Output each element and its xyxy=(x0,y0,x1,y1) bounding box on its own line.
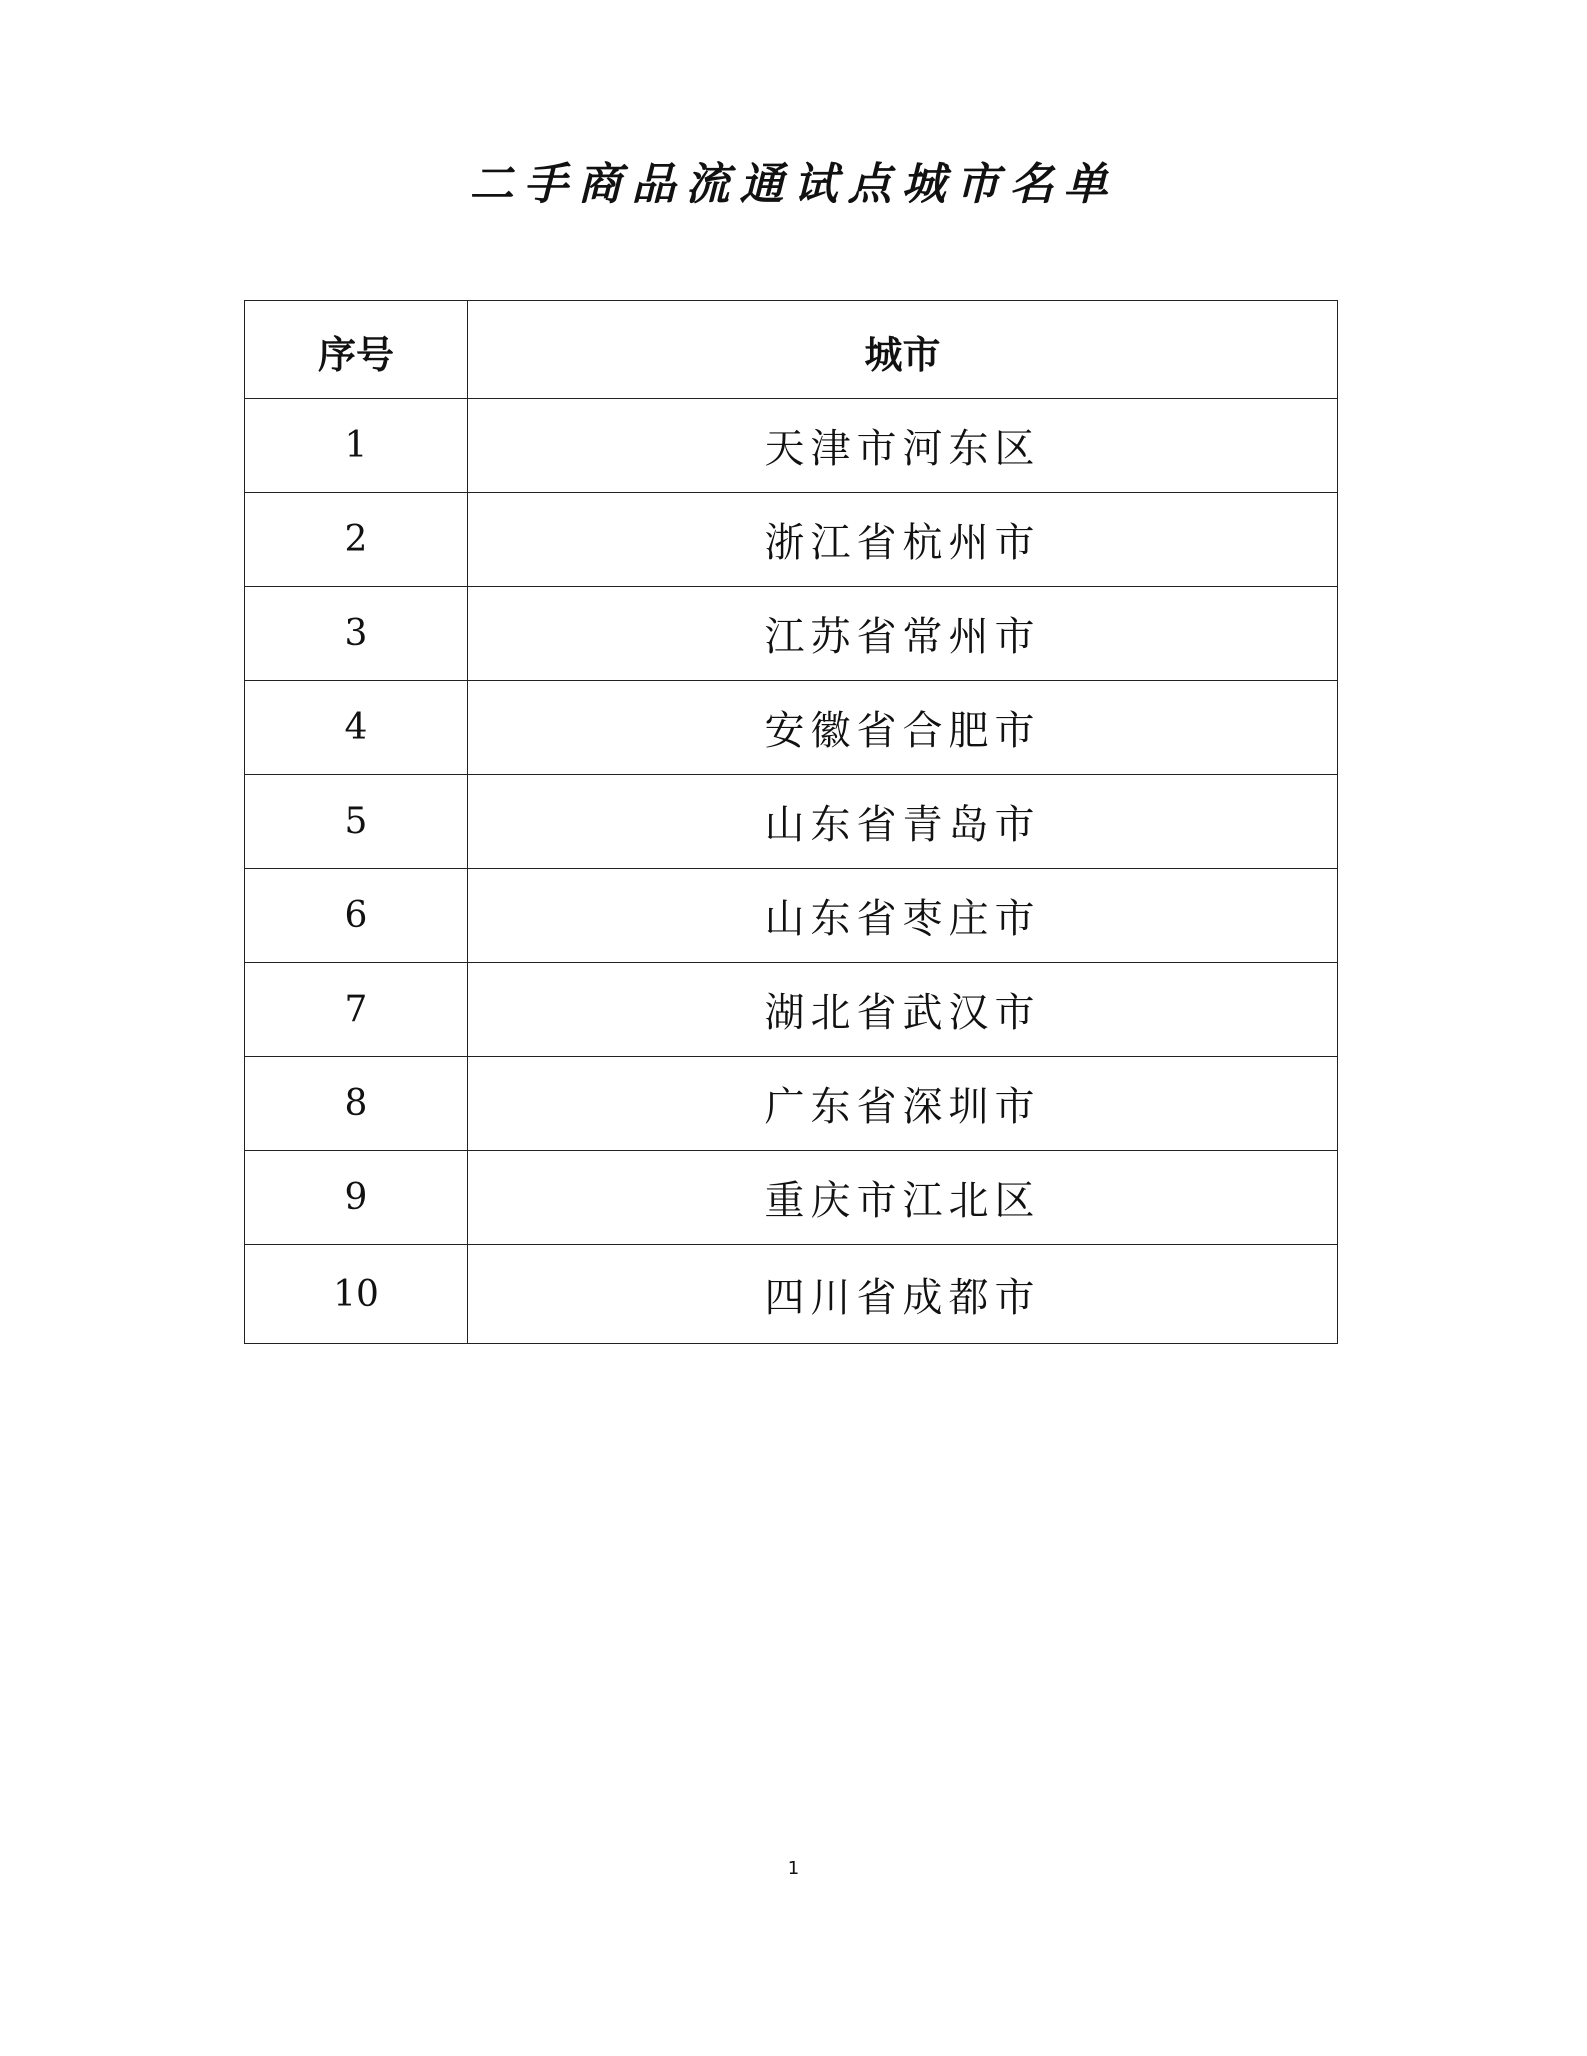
row-city: 山东省枣庄市 xyxy=(468,869,1338,963)
row-index: 3 xyxy=(245,587,468,681)
row-city: 安徽省合肥市 xyxy=(468,681,1338,775)
table-row xyxy=(245,869,1338,963)
row-city: 山东省青岛市 xyxy=(468,775,1338,869)
page-title: 二手商品流通试点城市名单 xyxy=(469,159,1118,210)
row-index: 1 xyxy=(245,399,468,493)
row-index: 9 xyxy=(245,1151,468,1245)
row-index: 5 xyxy=(245,775,468,869)
row-index: 8 xyxy=(245,1057,468,1151)
table-header-row xyxy=(245,301,1338,399)
table-row xyxy=(245,1245,1338,1344)
row-index: 10 xyxy=(245,1245,468,1344)
table-row xyxy=(245,775,1338,869)
page-number: 1 xyxy=(787,1858,800,1879)
header-city: 城市 xyxy=(468,301,1338,399)
table-row xyxy=(245,399,1338,493)
table-row xyxy=(245,493,1338,587)
row-index: 7 xyxy=(245,963,468,1057)
header-index: 序号 xyxy=(245,301,468,399)
city-list-table xyxy=(244,300,1338,1344)
row-city: 浙江省杭州市 xyxy=(468,493,1338,587)
table-row xyxy=(245,1057,1338,1151)
row-index: 4 xyxy=(245,681,468,775)
row-city: 天津市河东区 xyxy=(468,399,1338,493)
table-row xyxy=(245,681,1338,775)
row-city: 湖北省武汉市 xyxy=(468,963,1338,1057)
row-index: 6 xyxy=(245,869,468,963)
row-index: 2 xyxy=(245,493,468,587)
table-row xyxy=(245,963,1338,1057)
table-row xyxy=(245,1151,1338,1245)
table-row xyxy=(245,587,1338,681)
row-city: 广东省深圳市 xyxy=(468,1057,1338,1151)
row-city: 重庆市江北区 xyxy=(468,1151,1338,1245)
row-city: 四川省成都市 xyxy=(468,1245,1338,1344)
row-city: 江苏省常州市 xyxy=(468,587,1338,681)
